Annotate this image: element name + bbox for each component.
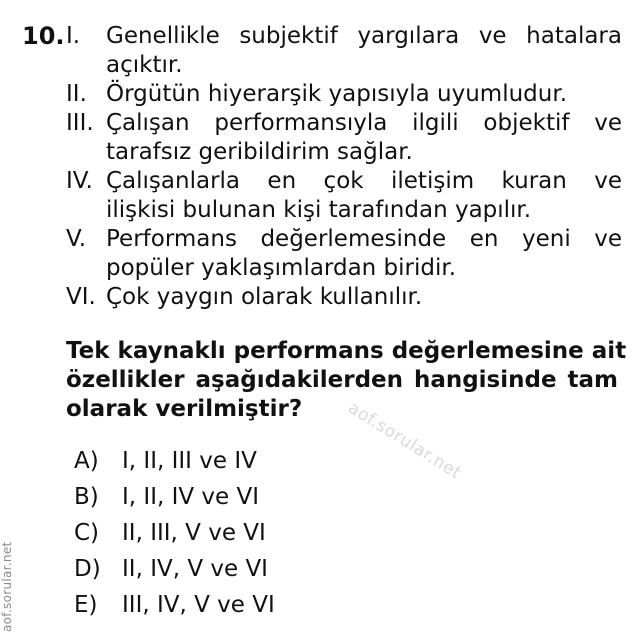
statement-6-roman: VI. [66,284,96,310]
watermark-diagonal: aof.sorular.net [344,398,465,484]
statement-3-line1: Çalışan performansıyla ilgili objektif ve [106,110,622,136]
question-stem [66,337,627,424]
statement-1 [66,22,622,80]
option-a-letter: A) [74,448,99,474]
option-b-letter: B) [74,484,99,510]
option-e-text: III, IV, V ve VI [122,592,275,618]
statement-3-line2: tarafsız geribildirim sağlar. [106,139,413,165]
statement-1-roman: I. [66,23,81,49]
statement-6 [66,283,622,312]
option-b[interactable] [74,483,259,512]
option-c[interactable] [74,519,266,548]
statement-5-line1: Performans değerlemesinde en yeni ve [106,226,622,252]
statement-1-line2: açıktır. [106,52,183,78]
question-stem-line2: özellikler aşağıdakilerden hangisinde tam [66,367,618,393]
statement-5 [66,225,622,283]
option-c-text: II, III, V ve VI [122,520,266,546]
statement-2 [66,80,622,109]
statement-4 [66,167,622,225]
option-a[interactable] [74,447,257,476]
option-b-text: I, II, IV ve VI [122,484,260,510]
option-c-letter: C) [74,520,100,546]
option-d[interactable] [74,555,268,584]
question-stem-line1: Tek kaynaklı performans değerlemesine ait [66,338,627,364]
question-number: 10. [22,22,65,50]
statement-6-line1: Çok yaygın olarak kullanılır. [106,284,423,310]
statement-4-line2: ilişkisi bulunan kişi tarafından yapılır. [106,197,532,223]
option-e-letter: E) [74,592,98,618]
statement-4-line1: Çalışanlarla en çok iletişim kuran ve [106,168,622,194]
statement-1-line1: Genellikle subjektif yargılara ve hatalara [106,23,622,49]
option-d-text: II, IV, V ve VI [122,556,268,582]
statement-4-roman: IV. [66,168,93,194]
question-stem-line3: olarak verilmiştir? [66,396,303,422]
option-e[interactable] [74,591,275,620]
option-a-text: I, II, III ve IV [122,448,257,474]
statement-5-line2: popüler yaklaşımlardan biridir. [106,255,457,281]
watermark-side: aof.sorular.net [0,541,14,632]
statement-3-roman: III. [66,110,94,136]
statement-3 [66,109,622,167]
option-d-letter: D) [74,556,101,582]
statement-5-roman: V. [66,226,87,252]
statement-2-roman: II. [66,81,87,107]
statement-2-line1: Örgütün hiyerarşik yapısıyla uyumludur. [106,81,567,107]
